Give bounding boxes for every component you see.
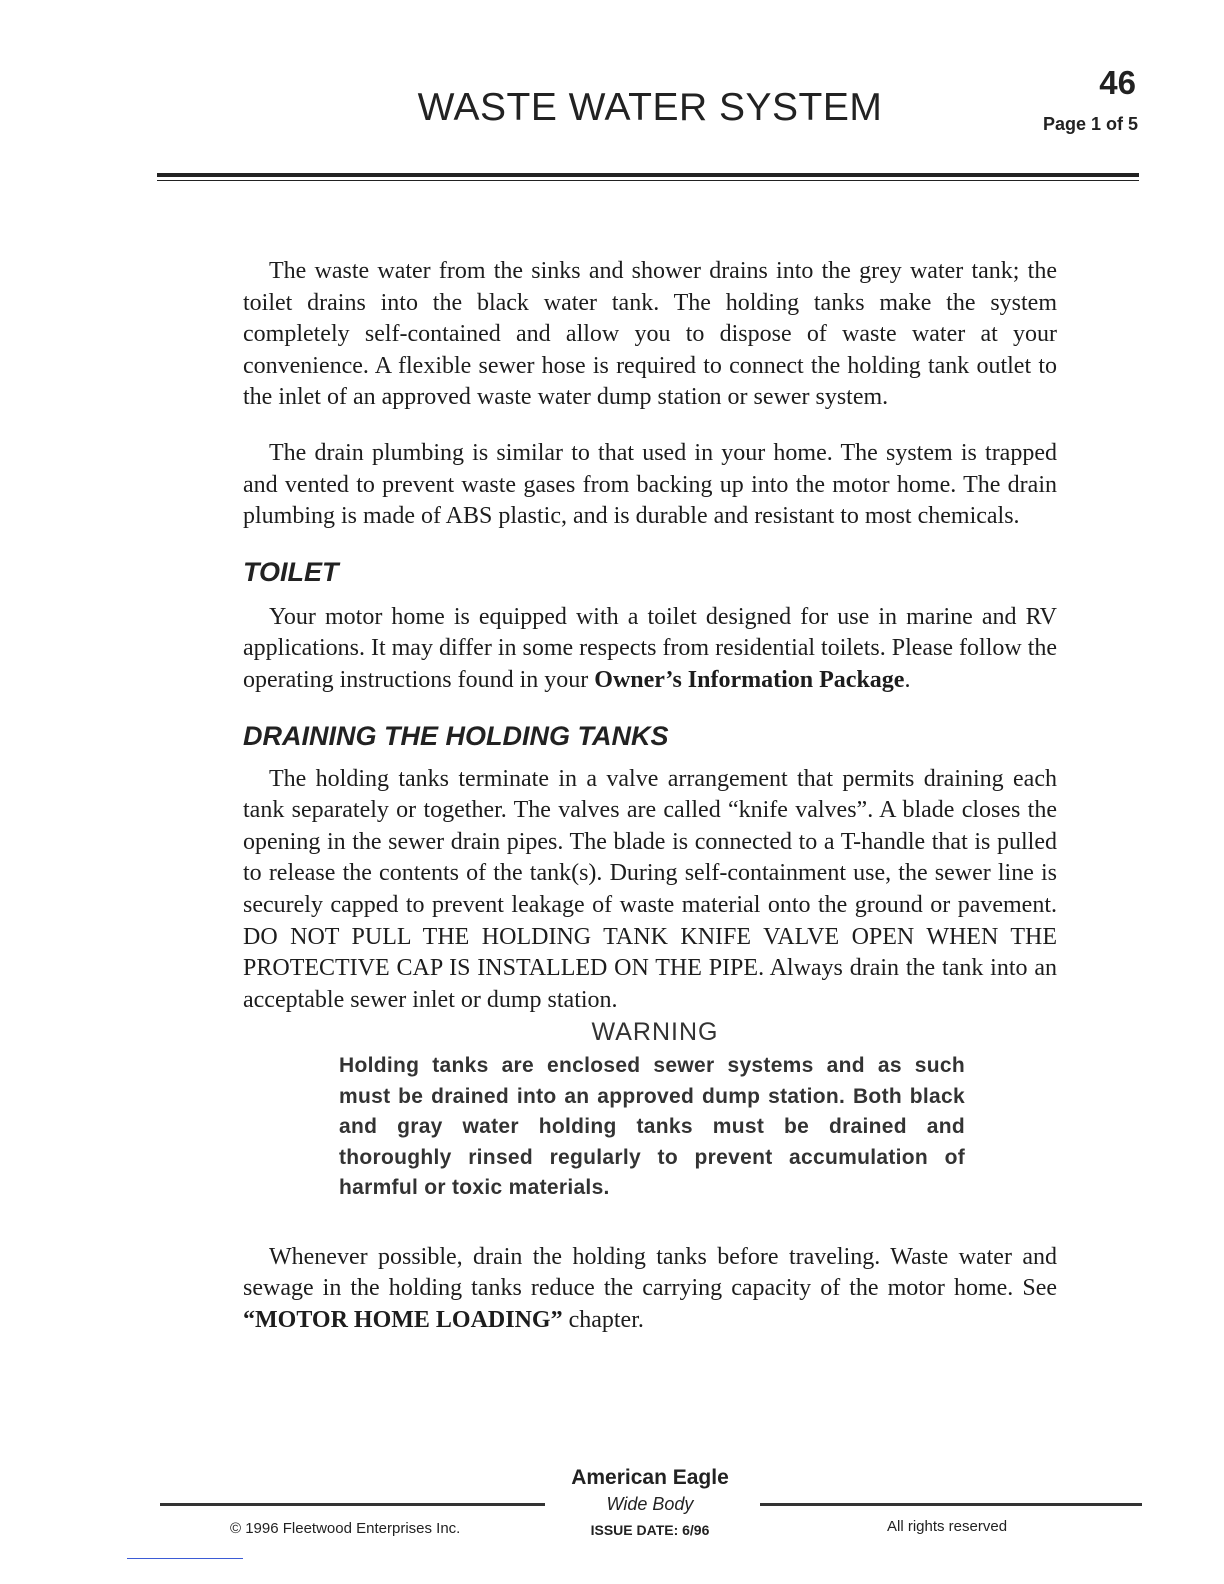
selection-underline — [127, 1558, 243, 1559]
draining-paragraph: The holding tanks terminate in a valve arrangement that permits draining each tank separately or together. The valves are called “knife valves”. A blade closes the opening in the sewer drain pipes. The blade is connected to a T-handle that is pulled to release the contents of the tank(s). During self-containment use, the sewer line is securely capped to prevent leakage of waste material onto the ground or pavement. DO NOT PULL THE HOLDING TANK KNIFE VALVE OPEN WHEN THE PROTECTIVE CAP IS INSTALLED ON THE PIPE. Always drain the tank into an acceptable sewer inlet or dump station. — [243, 765, 1057, 1013]
section-heading-draining: DRAINING THE HOLDING TANKS — [243, 720, 669, 751]
warning-text: Holding tanks are enclosed sewer systems and as such must be drained into an approved dump station. Both black and gray water holding tanks must be drained and thoroughly rinsed regularly to prevent accumulation of harmful or toxic materials. — [339, 1054, 965, 1200]
footer-copyright: © 1996 Fleetwood Enterprises Inc. — [230, 1520, 461, 1537]
closing-text: Whenever possible, drain the holding tanks before traveling. Waste water and sewage in the holding tanks reduce the carrying capacity of the motor home. See — [243, 1243, 1057, 1302]
document-body — [243, 256, 1057, 1361]
intro-paragraph-2: The drain plumbing is similar to that used in your home. The system is trapped and vented to prevent waste gases from backing up into the motor home. The drain plumbing is made of ABS plastic, and is durable and resistant to most chemicals. — [243, 439, 1057, 530]
toilet-paragraph — [243, 602, 1057, 697]
footer-rule-left — [160, 1503, 545, 1506]
toilet-text-end: . — [904, 666, 911, 693]
footer-rule-right — [760, 1503, 1142, 1506]
page-title: WASTE WATER SYSTEM — [417, 86, 883, 129]
footer-rights: All rights reserved — [887, 1518, 1008, 1535]
loading-chapter-reference: “MOTOR HOME LOADING” — [243, 1306, 563, 1333]
closing-paragraph — [243, 1242, 1057, 1337]
page-number: 46 — [1099, 64, 1136, 101]
footer-issue-date: ISSUE DATE: 6/96 — [590, 1522, 710, 1538]
intro-paragraph-1: The waste water from the sinks and shower drains into the grey water tank; the toilet drains into the black water tank. The holding tanks make the system completely self-contained and allow you to dispose of waste water at your convenience. A flexible sewer hose is required to connect the holding tank outlet to the inlet of an approved waste water dump station or sewer system. — [243, 258, 1057, 411]
warning-title: WARNING — [591, 1018, 719, 1047]
owners-package-reference: Owner’s Information Package — [594, 666, 905, 693]
closing-text-end: chapter. — [562, 1306, 644, 1333]
header-rule-thin — [157, 180, 1139, 181]
toilet-text: Your motor home is equipped with a toilet designed for use in marine and RV applications. It may differ in some respects from residential toilets. Please follow the operating instructions found in your — [243, 603, 1058, 693]
header-rule — [157, 173, 1139, 177]
footer-model: Wide Body — [606, 1494, 694, 1514]
footer-brand: American Eagle — [571, 1466, 729, 1489]
section-heading-toilet: TOILET — [243, 556, 339, 587]
page-count: Page 1 of 5 — [1042, 114, 1138, 134]
